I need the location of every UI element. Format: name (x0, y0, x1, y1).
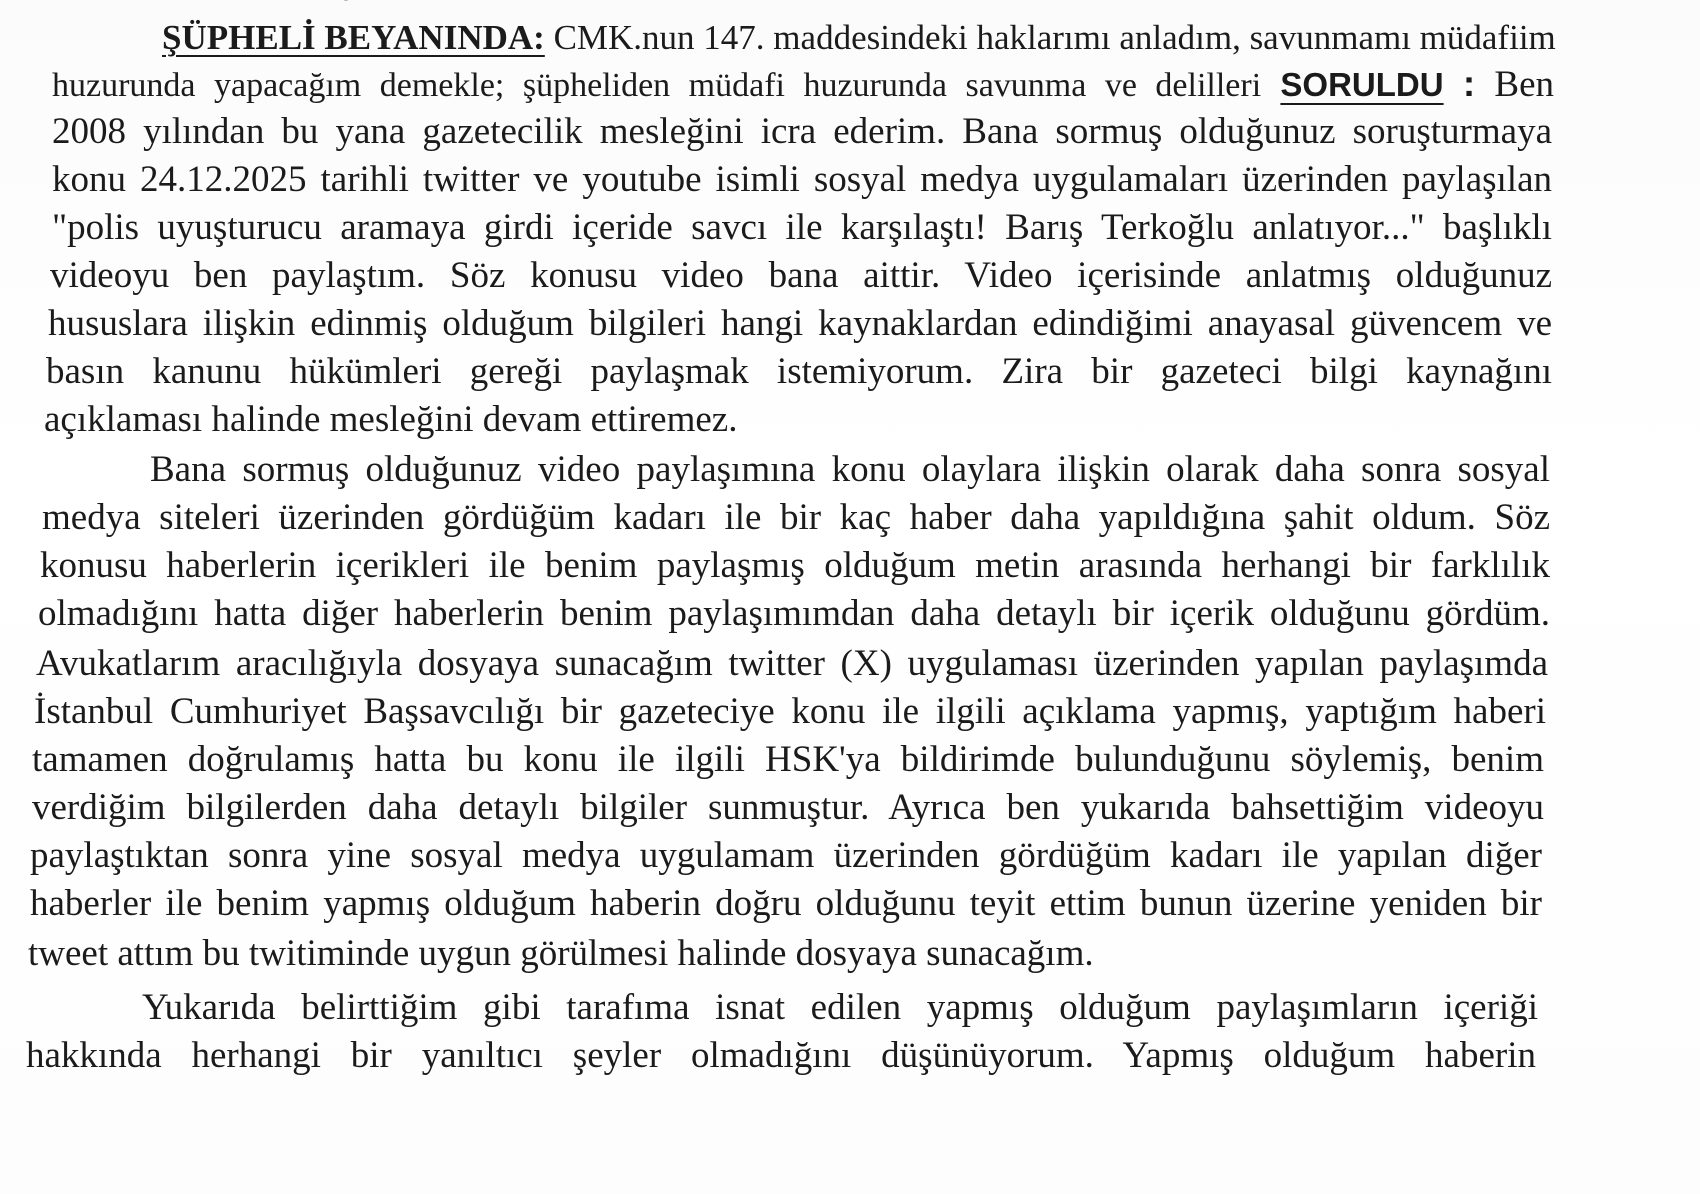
statement-line-2 (52, 60, 1554, 110)
statement-line-2-tail: Ben (1494, 64, 1555, 105)
paragraph-2-line-7: tamamen doğrulamış hatta bu konu ile ilgili HSK'ya bildirimde bulunduğunu söylemiş, benim (32, 739, 1544, 780)
paragraph-2-line-6: İstanbul Cumhuriyet Başsavcılığı bir gazeteciye konu ile ilgili açıklama yapmış, yaptığım haberi (34, 691, 1546, 732)
soruldu-label: SORULDU (1280, 66, 1444, 103)
soruldu-colon: : (1462, 63, 1476, 104)
paragraph-2-line-1: Bana sormuş olduğunuz video paylaşımına konu olaylara ilişkin olarak daha sonra sosyal (150, 449, 1550, 490)
statement-line-7: hususlara ilişkin edinmiş olduğum bilgileri hangi kaynaklardan edindiğimi anayasal güvencem ve (48, 303, 1552, 344)
section-heading: ŞÜPHELİ BEYANINDA: (162, 18, 545, 57)
paragraph-2-line-4: olmadığını hatta diğer haberlerin benim paylaşımımdan daha detaylı bir içerik olduğunu gördüm. (38, 593, 1550, 634)
statement-line-2-text: huzurunda yapacağım demekle; şüpheliden müdafi huzurunda savunma ve delilleri (52, 67, 1262, 104)
paragraph-2-line-8: verdiğim bilgilerden daha detaylı bilgiler sunmuştur. Ayrıca ben yukarıda bahsettiğim videoyu (32, 787, 1544, 828)
paragraph-3-line-2: hakkında herhangi bir yanıltıcı şeyler olmadığını düşünüyorum. Yapmış olduğum haberin (26, 1035, 1536, 1076)
statement-line-1-text: CMK.nun 147. maddesindeki haklarımı anladım, savunmamı müdafiim (553, 18, 1556, 57)
statement-line-6: videoyu ben paylaştım. Söz konusu video bana aittir. Video içerisinde anlatmış olduğunuz (50, 255, 1552, 296)
paragraph-2-line-5: Avukatlarım aracılığıyla dosyaya sunacağım twitter (X) uygulaması üzerinden yapılan paylaşımda (36, 643, 1548, 684)
paragraph-2-line-3: konusu haberlerin içerikleri ile benim paylaşmış olduğum metin arasında herhangi bir farklılık (40, 545, 1550, 586)
cut-off-top-line (72, 0, 572, 4)
statement-line-4: konu 24.12.2025 tarihli twitter ve youtube isimli sosyal medya uygulamaları üzerinden paylaşılan (52, 159, 1552, 200)
paragraph-2-line-2: medya siteleri üzerinden gördüğüm kadarı ile bir kaç haber daha yapıldığına şahit oldum. Söz (42, 497, 1550, 538)
statement-line-9: açıklaması halinde mesleğini devam ettiremez. (44, 399, 738, 440)
statement-line-1 (162, 14, 1556, 62)
paragraph-2-line-11: tweet attım bu twitiminde uygun görülmesi halinde dosyaya sunacağım. (28, 933, 1094, 974)
paragraph-3-line-1: Yukarıda belirttiğim gibi tarafıma isnat edilen yapmış olduğum paylaşımların içeriği (142, 987, 1538, 1028)
statement-line-3: 2008 yılından bu yana gazetecilik mesleğini icra ederim. Bana sormuş olduğunuz soruşturmaya (52, 111, 1552, 152)
statement-line-8: basın kanunu hükümleri gereği paylaşmak istemiyorum. Zira bir gazeteci bilgi kaynağını (46, 351, 1552, 392)
paragraph-2-line-9: paylaştıktan sonra yine sosyal medya uygulamam üzerinden gördüğüm kadarı ile yapılan diğer (30, 835, 1542, 876)
statement-line-5: "polis uyuşturucu aramaya girdi içeride savcı ile karşılaştı! Barış Terkoğlu anlatıyor..." başlıklı (52, 207, 1552, 248)
paragraph-2-line-10: haberler ile benim yapmış olduğum haberin doğru olduğunu teyit ettim bunun üzerine yeniden bir (30, 883, 1542, 924)
